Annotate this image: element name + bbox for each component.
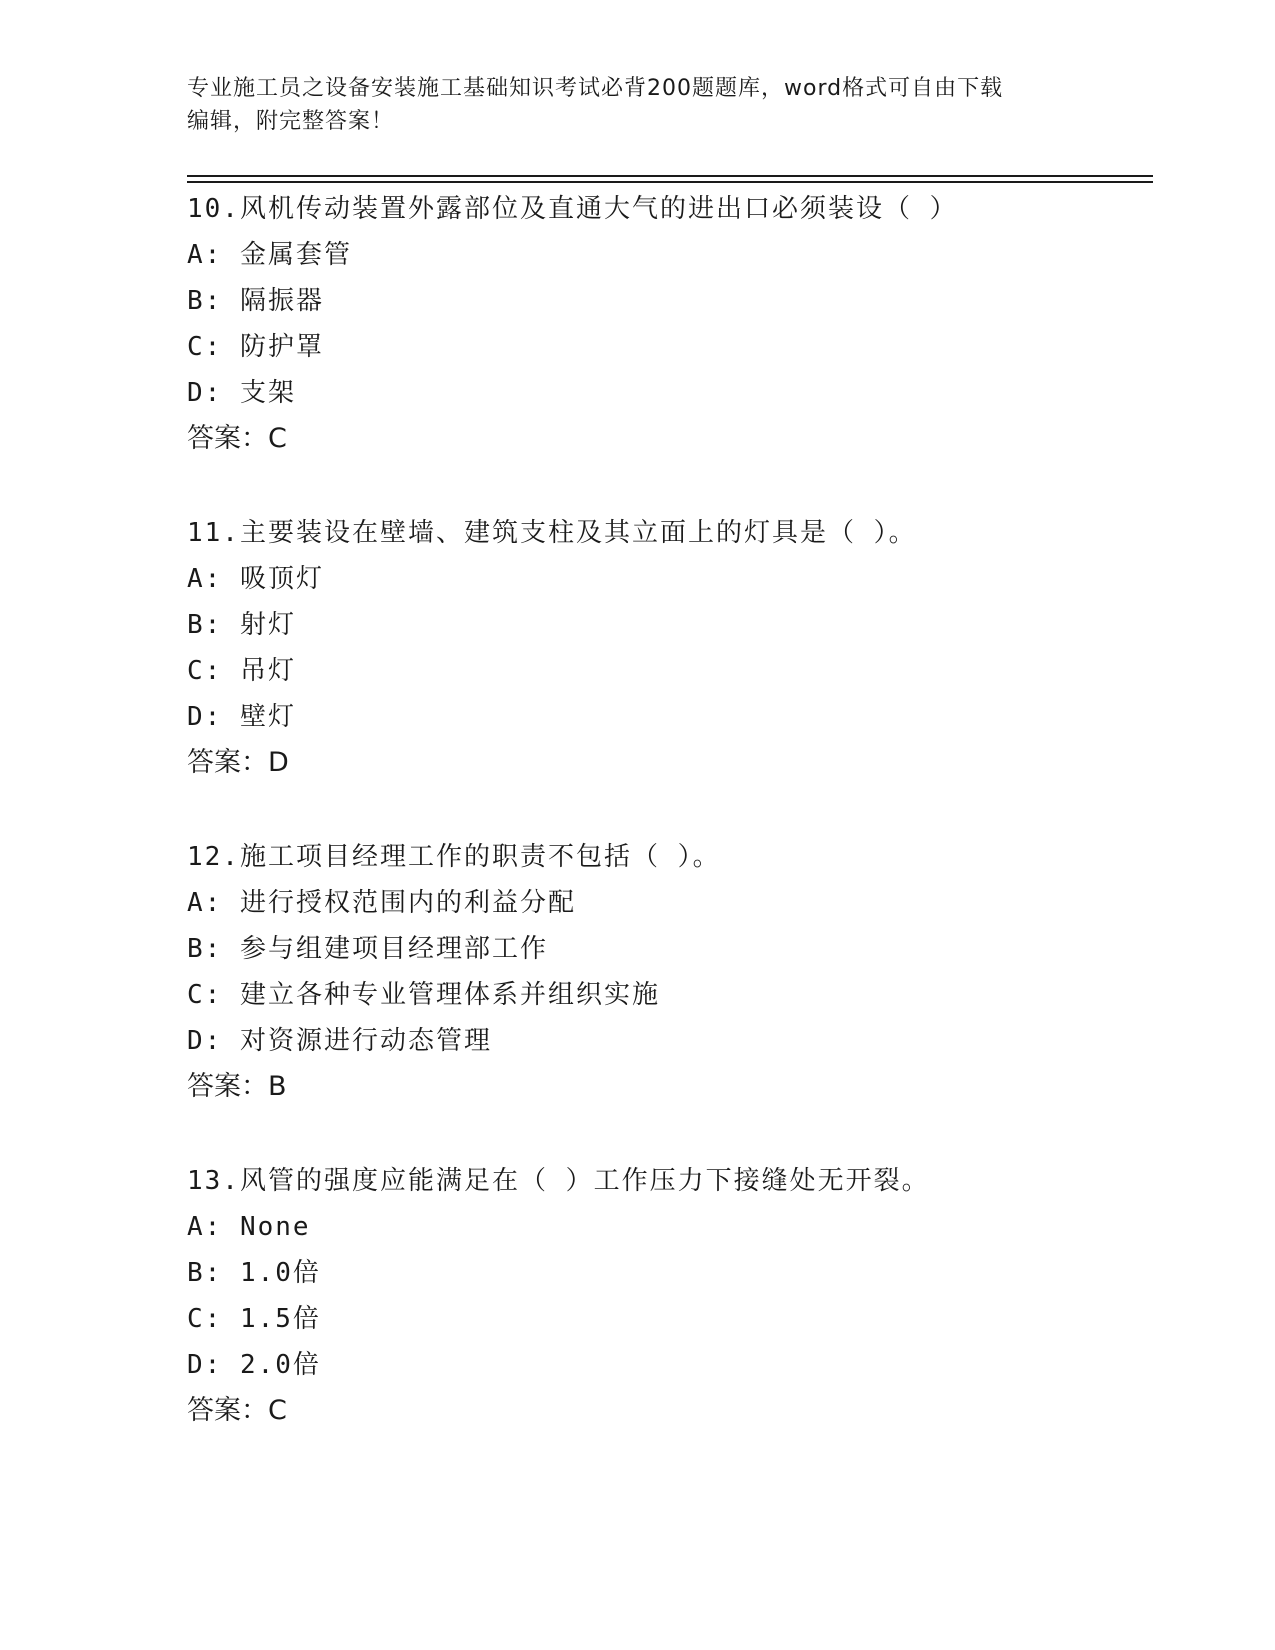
option-a: A: None bbox=[187, 1212, 311, 1242]
question-stem: 12.施工项目经理工作的职责不包括（ ）。 bbox=[187, 842, 721, 872]
answer: 答案：C bbox=[187, 1395, 287, 1426]
option-d: D: 壁灯 bbox=[187, 702, 296, 732]
option-b: B: 射灯 bbox=[187, 610, 296, 640]
option-d: D: 2.0倍 bbox=[187, 1350, 321, 1380]
option-a: A: 吸顶灯 bbox=[187, 564, 324, 594]
option-d: D: 支架 bbox=[187, 378, 296, 408]
header-rule-bottom bbox=[187, 181, 1153, 183]
option-c: C: 1.5倍 bbox=[187, 1304, 321, 1334]
header-line-2: 编辑，附完整答案！ bbox=[187, 109, 395, 134]
answer: 答案：D bbox=[187, 747, 289, 778]
option-b: B: 1.0倍 bbox=[187, 1258, 321, 1288]
question-12 bbox=[187, 834, 1153, 1110]
option-b: B: 隔振器 bbox=[187, 286, 324, 316]
header-rule-top bbox=[187, 175, 1153, 177]
question-list bbox=[187, 186, 1153, 1482]
option-d: D: 对资源进行动态管理 bbox=[187, 1026, 492, 1056]
question-stem: 11.主要装设在壁墙、建筑支柱及其立面上的灯具是（ ）。 bbox=[187, 518, 917, 548]
answer: 答案：C bbox=[187, 423, 287, 454]
question-stem: 10.风机传动装置外露部位及直通大气的进出口必须装设（ ） bbox=[187, 194, 958, 224]
option-c: C: 防护罩 bbox=[187, 332, 324, 362]
option-a: A: 金属套管 bbox=[187, 240, 352, 270]
answer: 答案：B bbox=[187, 1071, 287, 1102]
option-c: C: 吊灯 bbox=[187, 656, 296, 686]
question-13 bbox=[187, 1158, 1153, 1434]
question-11 bbox=[187, 510, 1153, 786]
question-10 bbox=[187, 186, 1153, 462]
header-line-1: 专业施工员之设备安装施工基础知识考试必背200题题库，word格式可自由下载 bbox=[187, 76, 1004, 101]
document-header bbox=[187, 72, 1067, 138]
option-a: A: 进行授权范围内的利益分配 bbox=[187, 888, 576, 918]
option-b: B: 参与组建项目经理部工作 bbox=[187, 934, 548, 964]
option-c: C: 建立各种专业管理体系并组织实施 bbox=[187, 980, 660, 1010]
question-stem: 13.风管的强度应能满足在（ ）工作压力下接缝处无开裂。 bbox=[187, 1166, 930, 1196]
